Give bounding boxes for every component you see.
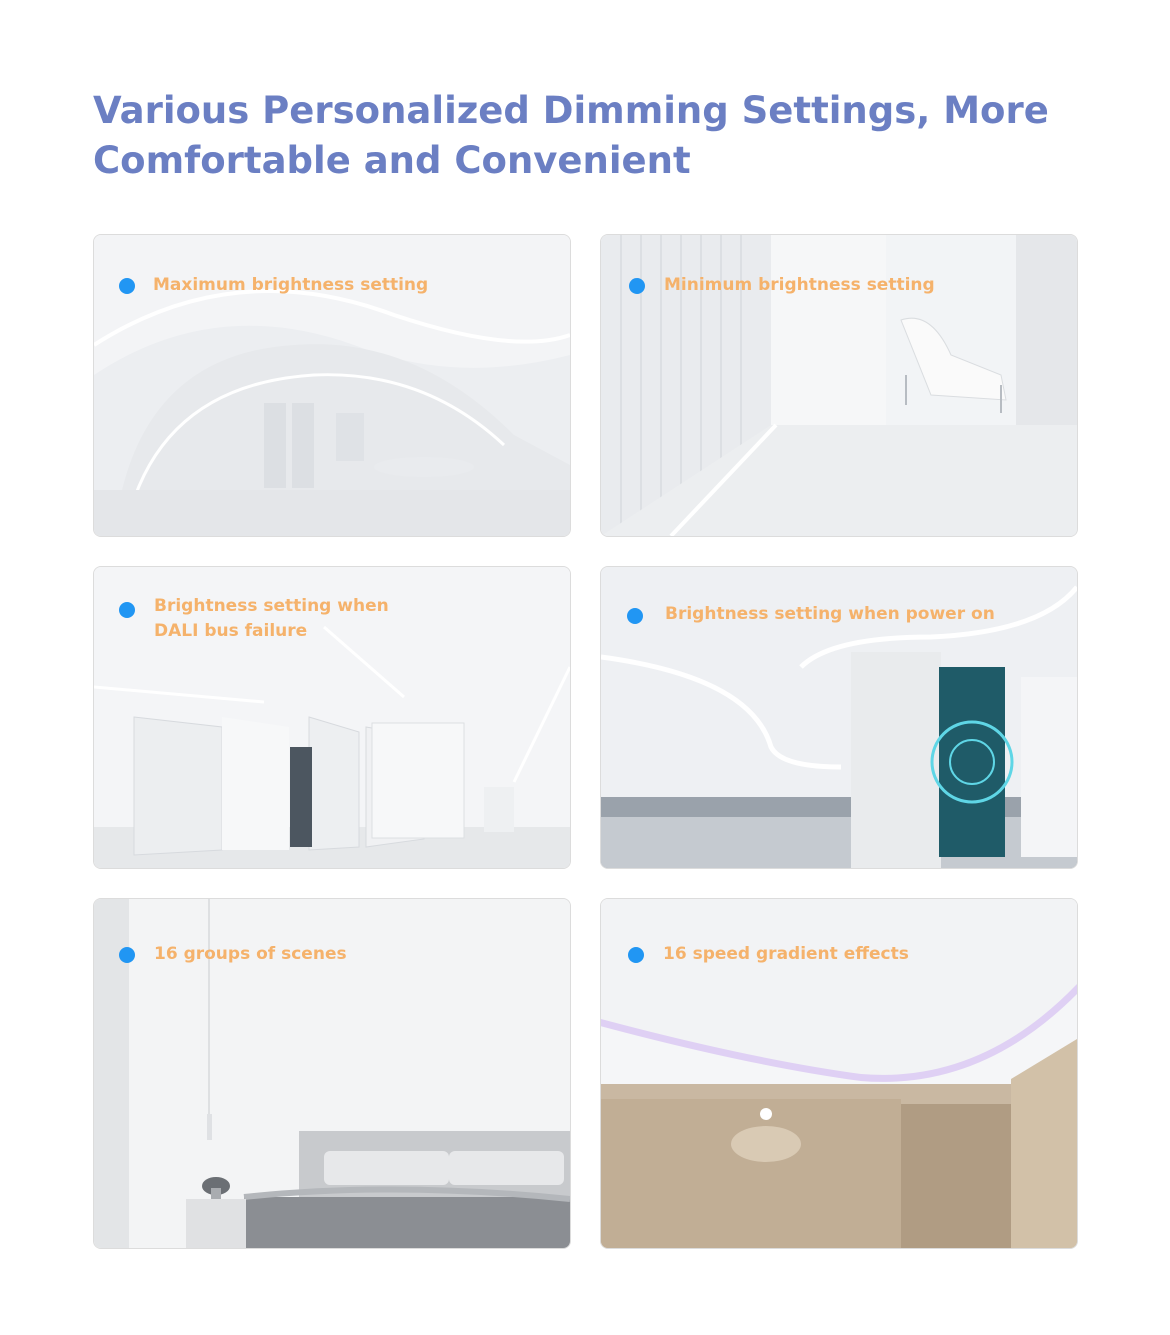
bullet-dot [628,947,644,963]
bullet-dot [119,278,135,294]
feature-card-power-on [600,566,1078,869]
bullet-dot [627,608,643,624]
bullet-dot [119,602,135,618]
feature-label: 16 groups of scenes [154,944,347,964]
bullet-dot [119,947,135,963]
feature-label: Minimum brightness setting [664,275,935,295]
feature-label: 16 speed gradient effects [663,944,909,964]
feature-card-dali-failure [93,566,571,869]
feature-card-scenes [93,898,571,1249]
feature-card-gradient [600,898,1078,1249]
feature-label: Brightness setting when power on [665,604,995,624]
feature-label: Brightness setting when DALI bus failure [154,596,389,641]
feature-label: Maximum brightness setting [153,275,429,295]
feature-card-min-brightness [600,234,1078,537]
feature-card-max-brightness [93,234,571,537]
bullet-dot [629,278,645,294]
page-title: Various Personalized Dimming Settings, More Comfortable and Convenient [93,89,1049,182]
